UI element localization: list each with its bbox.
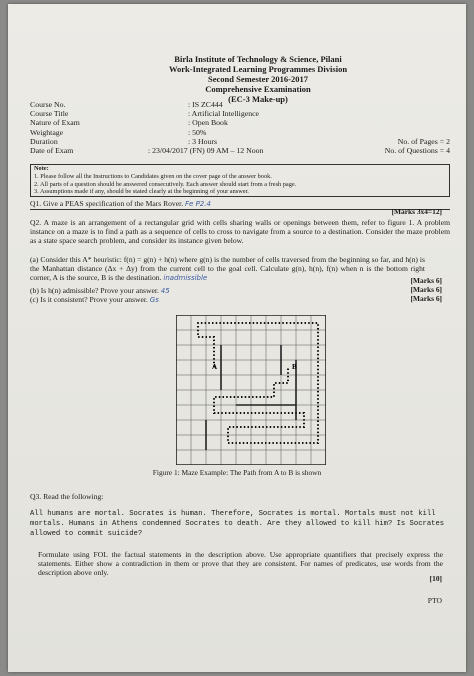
q3-marks: [10] (429, 574, 442, 583)
label-a: A (212, 363, 218, 371)
q2-part-a (30, 255, 425, 283)
division-name: Work-Integrated Learning Programmes Division (168, 64, 348, 74)
q2a-text: (a) Consider this A* heuristic: f(n) = g(n) + h(n) where g(n) is the number of cells traversed from the beginning so far, and h(n) is the Manhattan distance (Δx + Δy) from the current cell to the goal cell. Calculate g(n), h(n), f(n) when n is the bottom right corner, A is the source, B is the destination. (30, 255, 425, 282)
q1-handwriting: Fe P2.4 (185, 200, 211, 208)
meta-value: : 3 Hours (188, 136, 218, 146)
meta-key: Nature of Exam (30, 118, 80, 128)
q2a-marks: [Marks 6] (410, 276, 442, 285)
label-b: B (292, 363, 297, 371)
figure-caption: Figure 1: Maze Example: The Path from A to B is shown (152, 468, 322, 477)
page-count: No. of Pages = 2 (397, 136, 450, 146)
date-value: : 23/04/2017 (FN) 09 AM – 12 Noon (148, 145, 264, 155)
note-3: 3. Assumptions made if any, should be stated clearly at the beginning of your answer. (34, 188, 249, 196)
q2c-marks: [Marks 6] (410, 294, 442, 303)
q1-marks: [Marks 3x4=12] (391, 207, 442, 216)
q3-passage: All humans are mortal. Socrates is human. Therefore, Socrates is mortal. Mortals must not kill mortals. Humans in Athens condemned Socrates to death. Are they allowed to kill him? Is Socrates allowed to commit suicide? (30, 510, 445, 538)
meta-value: : Open Book (188, 118, 228, 128)
meta-value: : Artificial Intelligence (188, 109, 260, 119)
meta-key: Course Title (30, 109, 69, 119)
q2b-marks: [Marks 6] (410, 285, 442, 294)
exam-page (8, 4, 466, 672)
notes-title: Note: (34, 165, 49, 172)
note-2: 2. All parts of a question should be answered consecutively. Each answer should start from a fresh page. (34, 180, 297, 188)
exam-makeup: (EC-3 Make-up) (228, 94, 288, 104)
q2-part-c (30, 295, 450, 305)
note-1: 1. Please follow all the Instructions to Candidates given on the cover page of the answer book. (34, 172, 272, 180)
q3-title: Q3. Read the following: (30, 492, 104, 501)
q2b-text: (b) Is h(n) admissible? Prove your answer. (30, 286, 159, 295)
meta-value: : IS ZC444 (188, 100, 223, 109)
q1-text: Q1. Give a PEAS specification of the Mars Rover. (30, 199, 184, 208)
q2a-handwriting: inadmissible (163, 274, 208, 282)
maze-figure (176, 315, 326, 465)
q1 (30, 199, 450, 210)
date-label: Date of Exam (30, 145, 74, 155)
q2b-handwriting: 45 (160, 287, 170, 295)
question-count: No. of Questions = 4 (384, 145, 450, 155)
meta-key: Duration (30, 136, 58, 146)
meta-key: Course No. (30, 100, 66, 109)
exam-type: Comprehensive Examination (205, 84, 311, 94)
pto-footer: PTO (427, 596, 442, 605)
meta-value: : 50% (188, 127, 207, 137)
q3-task: Formulate using FOL the factual statements in the description above. Use appropriate quantifiers that precisely express the statements. Either show a contradiction in them or prove that they are consistent. For names of predicates, use words from the description above only. (38, 550, 443, 577)
meta-key: Weightage (30, 127, 64, 137)
semester: Second Semester 2016-2017 (208, 74, 308, 84)
exam-meta (30, 100, 450, 155)
maze-path (198, 323, 318, 443)
q2c-text: (c) Is it consistent? Prove your answer. (30, 295, 148, 304)
institute-name: Birla Institute of Technology & Science, Pilani (174, 54, 342, 64)
notes-box (30, 164, 450, 197)
q2-intro: Q2. A maze is an arrangement of a rectangular grid with cells sharing walls or openings between them, refer to figure 1. A problem instance on a maze is to find a path as a sequence of cells to cross to navigate from a source to a destination. Consider the maze problem as a state space search problem, and consider its instance given below. (30, 218, 450, 245)
q2c-handwriting: Gs (149, 296, 159, 304)
